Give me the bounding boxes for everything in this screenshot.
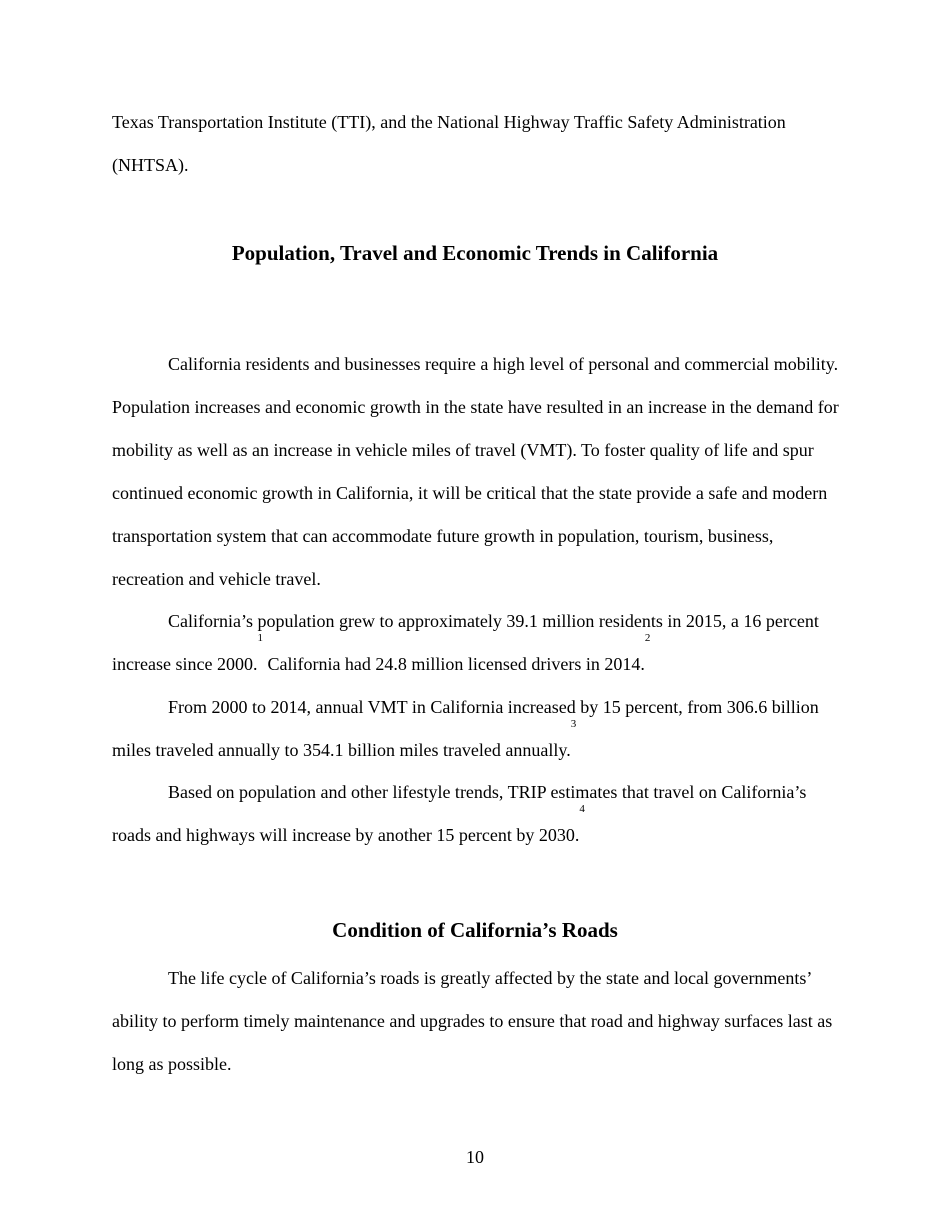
population-text: California’s population grew to approximately 39.1 million residents in 2015, a 16 percent increase since 2000. [112,611,819,674]
page-number: 10 [466,1147,484,1167]
licensed-drivers-text: California had 24.8 million licensed drivers in 2014. [262,654,645,674]
section-heading-road-condition: Condition of California’s Roads [332,918,618,942]
population-trends-paragraph-3 [112,686,848,772]
intro-continuation-paragraph: Texas Transportation Institute (TTI), and the National Highway Traffic Safety Administration (NHTSA). [112,112,786,175]
population-trends-paragraph-4 [112,771,848,857]
footnote-marker-3: 3 [570,718,577,730]
travel-forecast-text: Based on population and other lifestyle trends, TRIP estimates that travel on California’s roads and highways will increase by another 15 percent by 2030. [112,782,807,845]
footnote-marker-4: 4 [579,803,585,815]
footnote-marker-1: 1 [257,632,263,644]
population-trends-paragraph-1: California residents and businesses require a high level of personal and commercial mobility. Population increases and economic growth in the state have resulted in an increase in the demand for mobility as well as an increase in vehicle miles of travel (VMT). To foster quality of life and spur continued economic growth in California, it will be critical that the state provide a safe and modern transportation system that can accommodate future growth in population, tourism, business, recreation and vehicle travel. [112,354,839,589]
footnote-marker-2: 2 [644,632,651,644]
section-heading-population-trends: Population, Travel and Economic Trends in California [231,241,719,265]
road-condition-paragraph-1: The life cycle of California’s roads is greatly affected by the state and local governments’ ability to perform timely maintenance and upgrades to ensure that road and highway surfaces last as long as possible. [112,968,833,1074]
vmt-growth-text: From 2000 to 2014, annual VMT in California increased by 15 percent, from 306.6 billion miles traveled annually to 354.1 billion miles traveled annually. [112,697,819,760]
population-trends-paragraph-2 [112,600,848,686]
